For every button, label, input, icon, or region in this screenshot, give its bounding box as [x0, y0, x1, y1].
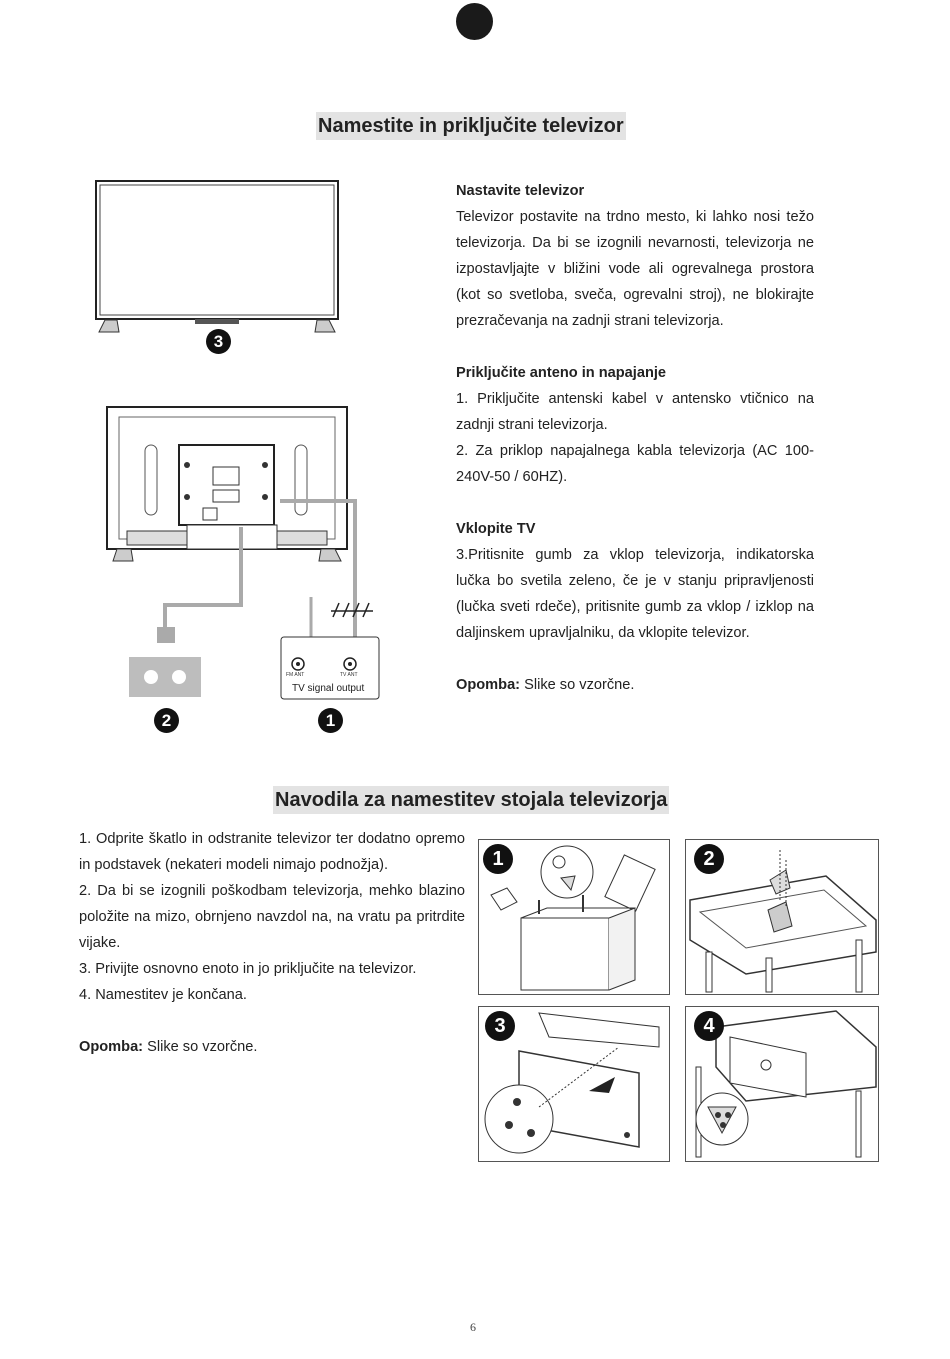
setup-text-column	[456, 178, 814, 698]
power-on-heading: Vklopite TV	[456, 521, 536, 537]
setup-body: Televizor postavite na trdno mesto, ki lahko nosi težo televizorja. Da bi se izognili nevarnosti, televizorja ne izpostavljajte v bližini vode ali ogrevalnega prostora (kot so svetloba, sveča, ogrevalni stroj), ne blokirajte prezračevanja na zadnji strani televizorja.	[456, 209, 814, 329]
section2-note	[79, 1034, 465, 1060]
stand-step-panel-1	[478, 839, 670, 995]
badge-antenna: 1	[318, 708, 343, 733]
connect-heading: Priključite anteno in napajanje	[456, 365, 667, 381]
tv-back-connection-illustration	[105, 405, 390, 705]
stand-item-3: 3. Privijte osnovno enoto in jo priključite na televizor.	[79, 961, 417, 977]
port-fm-label: FM ANT	[286, 672, 305, 678]
stand-step-panel-3	[478, 1006, 670, 1162]
stand-text-column	[79, 826, 465, 1060]
connect-item-2: 2. Za priklop napajalnega kabla televizorja (AC 100-240V-50 / 60HZ).	[456, 443, 814, 485]
stand-item-1: 1. Odprite škatlo in odstranite televizor ter dodatno opremo in podstavek (nekateri modeli nimajo podnožja).	[79, 831, 465, 873]
stand-item-4: 4. Namestitev je končana.	[79, 987, 247, 1003]
page-number: 6	[470, 1320, 476, 1334]
port-tv-label: TV ANT	[340, 672, 358, 678]
connect-item-1: 1. Priključite antenski kabel v antensko vtičnico na zadnji strani televizorja.	[456, 391, 814, 433]
stand-item-2: 2. Da bi se izognili poškodbam televizorja, mehko blazino položite na mizo, obrnjeno navzdol na, na vratu pa pritrdite vijake.	[79, 883, 465, 951]
section-title-stand: Navodila za namestitev stojala televizorja	[273, 786, 669, 814]
badge-front: 3	[206, 329, 231, 354]
tv-front-illustration	[95, 180, 345, 335]
note-text: Slike so vzorčne.	[143, 1039, 258, 1055]
panel-4-number: 4	[694, 1011, 724, 1041]
panel-1-number: 1	[483, 844, 513, 874]
page-marker-dot	[456, 3, 493, 40]
badge-power: 2	[154, 708, 179, 733]
panel-2-number: 2	[694, 844, 724, 874]
section-title-setup: Namestite in priključite televizor	[316, 112, 626, 140]
stand-step-panel-4	[685, 1006, 879, 1162]
power-on-body: 3.Pritisnite gumb za vklop televizorja, indikatorska lučka bo svetila zeleno, če je v stanju pripravljenosti (lučka sveti rdeče), pritisnite gumb za vklop / izklop na daljinskem upravljalniku, da vklopite televizor.	[456, 547, 814, 641]
tv-signal-output-label: TV signal output	[292, 683, 365, 694]
section1-note	[456, 672, 814, 698]
note-label: Opomba:	[456, 677, 521, 693]
panel-3-number: 3	[485, 1011, 515, 1041]
note-label: Opomba:	[79, 1039, 144, 1055]
setup-heading: Nastavite televizor	[456, 183, 585, 199]
stand-step-panel-2	[685, 839, 879, 995]
note-text: Slike so vzorčne.	[520, 677, 635, 693]
